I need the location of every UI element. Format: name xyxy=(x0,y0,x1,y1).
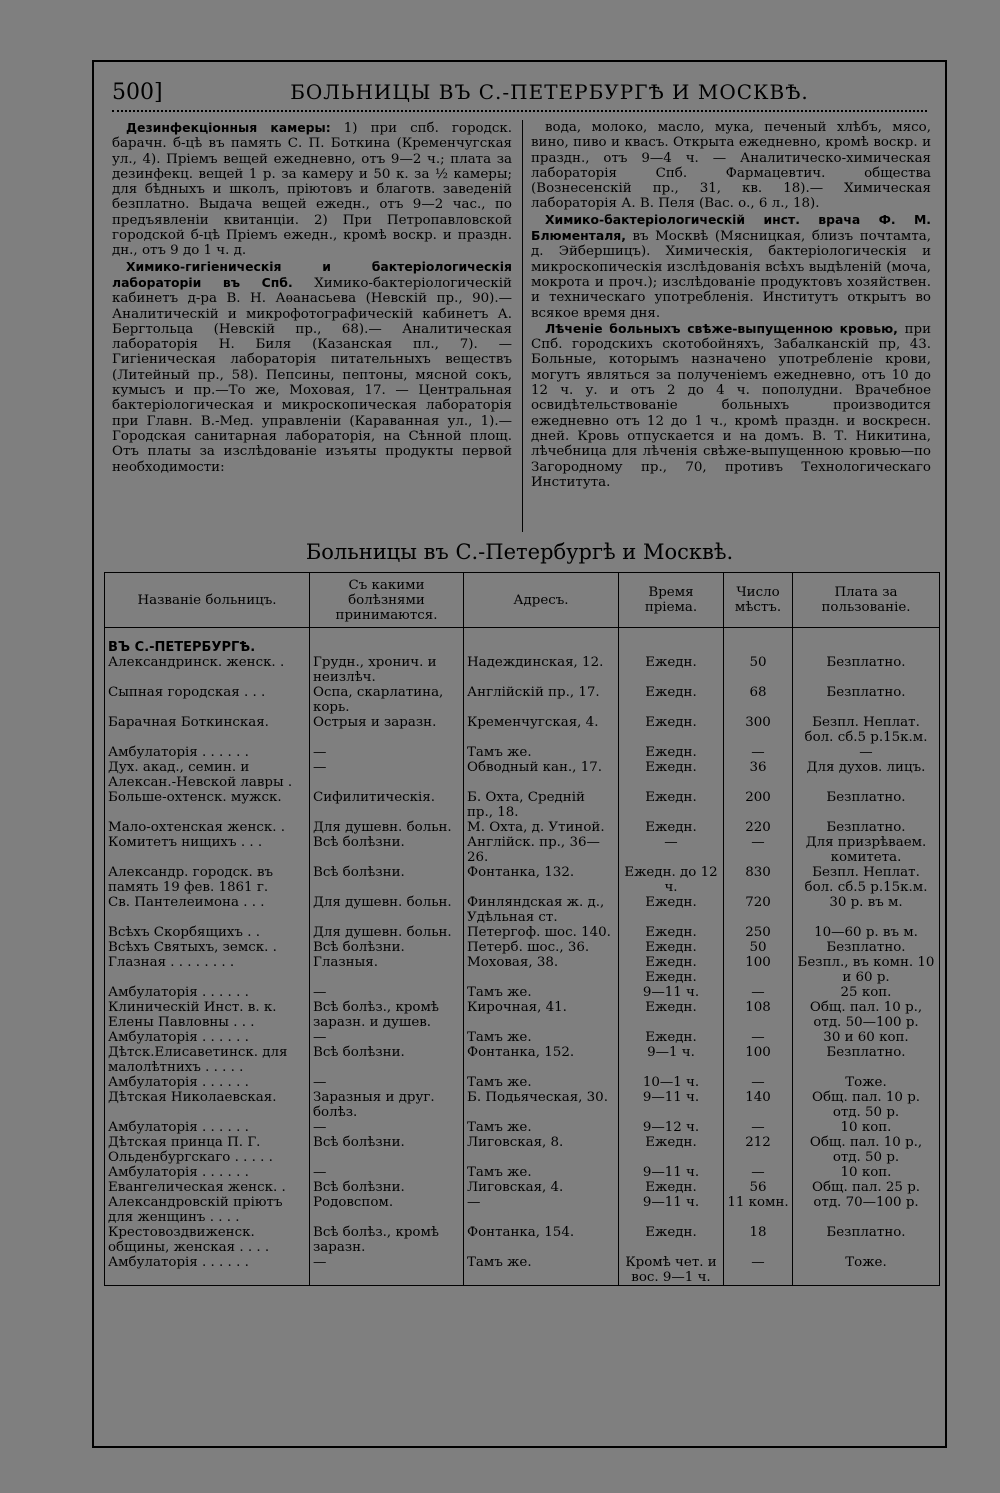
fee-cell: Общ. пал. 10 р., отд. 50—100 р. xyxy=(793,1000,940,1030)
address-cell: Тамъ же. xyxy=(464,1165,619,1180)
paragraph xyxy=(112,120,512,259)
address-cell: Фонтанка, 152. xyxy=(464,1045,619,1075)
places-cell: 200 xyxy=(724,790,793,820)
paragraph-text: Химико-бактеріологическій кабинетъ д-ра В. Н. Аѳанасьева (Невскій пр., 90).— Аналитическій и микрофотографическій кабинетъ А. Бергтольца (Невскій пр., 68).— Аналитическая лабораторія Н. Биля (Казанская пл., 7). — Гигіеническая лабораторія питательныхъ веществъ (Литейный пр., 58). Пепсины, пептоны, мясной сокъ, кумысъ и пр.—То же, Моховая, 17. — Центральная бактеріологическая и микроскопическая лабораторія при Главн. В.-Мед. управленіи (Караванная ул., 1).—Городская санитарная лабораторія, на Сѣнной площ. Отъ платы за изслѣдованіе изъяты продукты первой необходимости: xyxy=(112,275,512,475)
reception-time-cell: — xyxy=(619,835,724,865)
reception-time-cell: Ежедн. xyxy=(619,940,724,955)
reception-time-cell: Ежедн. xyxy=(619,925,724,940)
table-row xyxy=(105,1225,940,1255)
fee-cell: Общ. пал. 10 р. отд. 50 р. xyxy=(793,1090,940,1120)
table-row xyxy=(105,1075,940,1090)
address-cell: Англійскій пр., 17. xyxy=(464,685,619,715)
running-title: БОЛЬНИЦЫ ВЪ С.-ПЕТЕРБУРГѢ И МОСКВѢ. xyxy=(290,80,809,104)
fee-cell: 30 и 60 коп. xyxy=(793,1030,940,1045)
paragraph-heading: Лѣченіе больныхъ свѣже-выпущенною кровью, xyxy=(545,320,898,336)
section-row xyxy=(105,628,940,656)
table-title: Больницы въ С.-Петербургѣ и Москвѣ. xyxy=(305,540,734,564)
reception-time-cell: Ежедн. xyxy=(619,820,724,835)
diseases-cell: Острыя и заразн. xyxy=(310,715,464,745)
places-cell: 11 комн. xyxy=(724,1195,793,1225)
hospital-name-cell: Амбулаторія . . . . . . xyxy=(105,985,310,1000)
hospital-name-cell: Комитетъ нищихъ . . . xyxy=(105,835,310,865)
header-address: Адресъ. xyxy=(464,573,619,628)
fee-cell: отд. 70—100 р. xyxy=(793,1195,940,1225)
reception-time-cell: Ежедн. xyxy=(619,1000,724,1030)
hospital-name-cell: Всѣхъ Святыхъ, земск. . xyxy=(105,940,310,955)
table-row xyxy=(105,940,940,955)
address-cell: Тамъ же. xyxy=(464,985,619,1000)
hospital-name-cell: Сыпная городская . . . xyxy=(105,685,310,715)
address-cell: Моховая, 38. xyxy=(464,955,619,985)
header-fee: Плата за пользованіе. xyxy=(793,573,940,628)
hospital-name-cell: Дѣтская Николаевская. xyxy=(105,1090,310,1120)
hospital-name-cell: Александровскій пріютъ для женщинъ . . . . xyxy=(105,1195,310,1225)
hospital-name-cell: Глазная . . . . . . . . xyxy=(105,955,310,985)
reception-time-cell: Ежедн. до 12 ч. xyxy=(619,865,724,895)
fee-cell: Безпл., въ комн. 10 и 60 р. xyxy=(793,955,940,985)
reception-time-cell: Ежедн. Ежедн. xyxy=(619,955,724,985)
fee-cell: Безплатно. xyxy=(793,685,940,715)
hospitals-table xyxy=(104,572,940,1286)
diseases-cell: — xyxy=(310,1030,464,1045)
fee-cell: Тоже. xyxy=(793,1075,940,1090)
fee-cell: Безплатно. xyxy=(793,1225,940,1255)
address-cell: Фонтанка, 132. xyxy=(464,865,619,895)
diseases-cell: Всѣ болѣз., кромѣ заразн. и душев. xyxy=(310,1000,464,1030)
page-header xyxy=(112,72,927,112)
diseases-cell: — xyxy=(310,1075,464,1090)
address-cell: Б. Охта, Средній пр., 18. xyxy=(464,790,619,820)
hospital-name-cell: Амбулаторія . . . . . . xyxy=(105,1255,310,1286)
paragraph xyxy=(112,259,512,475)
fee-cell: 10 коп. xyxy=(793,1120,940,1135)
fee-cell: 10—60 р. въ м. xyxy=(793,925,940,940)
address-cell: Обводный кан., 17. xyxy=(464,760,619,790)
table-row xyxy=(105,865,940,895)
address-cell: Тамъ же. xyxy=(464,745,619,760)
hospital-name-cell: Дѣтская принца П. Г. Ольденбургскаго . . . . . xyxy=(105,1135,310,1165)
left-text-column xyxy=(112,120,512,475)
address-cell: Кременчугская, 4. xyxy=(464,715,619,745)
reception-time-cell: Ежедн. xyxy=(619,895,724,925)
fee-cell: Общ. пал. 25 р. xyxy=(793,1180,940,1195)
places-cell: 140 xyxy=(724,1090,793,1120)
fee-cell: Безплатно. xyxy=(793,790,940,820)
hospital-name-cell: Александринск. женск. . xyxy=(105,655,310,685)
places-cell: 68 xyxy=(724,685,793,715)
fee-cell: 25 коп. xyxy=(793,985,940,1000)
places-cell: 36 xyxy=(724,760,793,790)
reception-time-cell: Ежедн. xyxy=(619,1180,724,1195)
diseases-cell: Оспа, скарлатина, корь. xyxy=(310,685,464,715)
places-cell: — xyxy=(724,1075,793,1090)
hospital-name-cell: Мало-охтенская женск. . xyxy=(105,820,310,835)
table-row xyxy=(105,820,940,835)
paragraph-heading: Дезинфекціонныя камеры: xyxy=(126,120,331,135)
paragraph-text: въ Москвѣ (Мясницкая, близъ почтамта, д. Эйбершицъ). Химическія, бактеріологическія и микроскопическія изслѣдованія всѣхъ выдѣленій (моча, мокрота и проч.); изслѣдованіе продуктовъ хозяйствен. и техническаго употребленія. Институтъ открытъ во всякое время дня. xyxy=(531,229,931,321)
reception-time-cell: 9—1 ч. xyxy=(619,1045,724,1075)
hospital-name-cell: Дѣтск.Елисаветинск. для малолѣтнихъ . . . . . xyxy=(105,1045,310,1075)
places-cell: 250 xyxy=(724,925,793,940)
reception-time-cell: Ежедн. xyxy=(619,1225,724,1255)
places-cell: 220 xyxy=(724,820,793,835)
places-cell: 50 xyxy=(724,940,793,955)
places-cell: 100 xyxy=(724,955,793,985)
fee-cell: Общ. пал. 10 р., отд. 50 р. xyxy=(793,1135,940,1165)
reception-time-cell: Ежедн. xyxy=(619,685,724,715)
address-cell: Б. Подьяческая, 30. xyxy=(464,1090,619,1120)
paragraph-text: при Спб. городскихъ скотобойняхъ, Забалканскій пр, 43. Больные, которымъ назначено употребленіе крови, могутъ являться за полученіемъ ежедневно, отъ 10 до 12 ч. у. и отъ 2 до 4 ч. пополудни. Врачебное освидѣтельствованіе больныхъ производится ежедневно отъ 12 до 1 ч., кромѣ праздн. и воскресн. дней. Кровь отпускается и на домъ. В. Т. Никитина, лѣчебница для лѣченія свѣже-выпущенною кровью—по Загородному пр., 70, противъ Технологическаго Института. xyxy=(531,321,931,490)
hospital-name-cell: Всѣхъ Скорбящихъ . . xyxy=(105,925,310,940)
header-name: Названіе больницъ. xyxy=(105,573,310,628)
places-cell: — xyxy=(724,1255,793,1286)
table-row xyxy=(105,715,940,745)
hospital-name-cell: Дух. акад., семин. и Алексан.-Невской лавры . xyxy=(105,760,310,790)
places-cell: — xyxy=(724,745,793,760)
paragraph-heading: Химико-гигіеническія и бактеріологическія лабораторіи въ Спб. xyxy=(112,258,512,290)
hospital-name-cell: Св. Пантелеимона . . . xyxy=(105,895,310,925)
hospital-name-cell: Амбулаторія . . . . . . xyxy=(105,745,310,760)
hospital-name-cell: Амбулаторія . . . . . . xyxy=(105,1075,310,1090)
reception-time-cell: Ежедн. xyxy=(619,1030,724,1045)
address-cell: Петерб. шос., 36. xyxy=(464,940,619,955)
reception-time-cell: Кромѣ чет. и вос. 9—1 ч. xyxy=(619,1255,724,1286)
header-places: Число мѣстъ. xyxy=(724,573,793,628)
reception-time-cell: 9—11 ч. xyxy=(619,1165,724,1180)
fee-cell: Тоже. xyxy=(793,1255,940,1286)
diseases-cell: — xyxy=(310,1255,464,1286)
paragraph-heading: Химико-бактеріологическій инст. врача Ф. М. Блюменталя, xyxy=(531,211,931,244)
address-cell: М. Охта, д. Утиной. xyxy=(464,820,619,835)
diseases-cell: — xyxy=(310,985,464,1000)
table-row xyxy=(105,1195,940,1225)
address-cell: — xyxy=(464,1195,619,1225)
fee-cell: Безпл. Неплат. бол. сб.5 р.15к.м. xyxy=(793,865,940,895)
address-cell: Тамъ же. xyxy=(464,1255,619,1286)
paragraph xyxy=(531,321,931,490)
book-page xyxy=(92,60,947,1448)
places-cell: — xyxy=(724,835,793,865)
reception-time-cell: 10—1 ч. xyxy=(619,1075,724,1090)
table-row xyxy=(105,985,940,1000)
diseases-cell: Для душевн. больн. xyxy=(310,925,464,940)
address-cell: Кирочная, 41. xyxy=(464,1000,619,1030)
reception-time-cell: Ежедн. xyxy=(619,1135,724,1165)
address-cell: Тамъ же. xyxy=(464,1075,619,1090)
places-cell: — xyxy=(724,985,793,1000)
fee-cell: Безпл. Неплат. бол. сб.5 р.15к.м. xyxy=(793,715,940,745)
page-number: 500] xyxy=(112,80,163,105)
diseases-cell: — xyxy=(310,745,464,760)
places-cell: 50 xyxy=(724,655,793,685)
header-diseases: Съ какими болѣзнями принимаются. xyxy=(310,573,464,628)
diseases-cell: Родовспом. xyxy=(310,1195,464,1225)
hospital-name-cell: Клиническій Инст. в. к. Елены Павловны . . . xyxy=(105,1000,310,1030)
table-row xyxy=(105,1000,940,1030)
fee-cell: 30 р. въ м. xyxy=(793,895,940,925)
right-text-column xyxy=(531,120,931,490)
places-cell: 18 xyxy=(724,1225,793,1255)
fee-cell: Безплатно. xyxy=(793,940,940,955)
paragraph xyxy=(531,212,931,321)
table-row xyxy=(105,955,940,985)
diseases-cell: Глазныя. xyxy=(310,955,464,985)
address-cell: Фонтанка, 154. xyxy=(464,1225,619,1255)
diseases-cell: Всѣ болѣзни. xyxy=(310,1045,464,1075)
reception-time-cell: Ежедн. xyxy=(619,760,724,790)
hospital-name-cell: Амбулаторія . . . . . . xyxy=(105,1120,310,1135)
places-cell: 56 xyxy=(724,1180,793,1195)
address-cell: Лиговская, 4. xyxy=(464,1180,619,1195)
places-cell: — xyxy=(724,1120,793,1135)
diseases-cell: Грудн., хронич. и неизлѣч. xyxy=(310,655,464,685)
table-row xyxy=(105,1090,940,1120)
diseases-cell: Всѣ болѣзни. xyxy=(310,1135,464,1165)
hospital-name-cell: Больше-охтенск. мужск. xyxy=(105,790,310,820)
header-time: Время пріема. xyxy=(619,573,724,628)
places-cell: 830 xyxy=(724,865,793,895)
places-cell: — xyxy=(724,1030,793,1045)
fee-cell: Безплатно. xyxy=(793,1045,940,1075)
address-cell: Тамъ же. xyxy=(464,1030,619,1045)
hospital-name-cell: Крестовоздвиженск. общины, женская . . . . xyxy=(105,1225,310,1255)
reception-time-cell: Ежедн. xyxy=(619,790,724,820)
reception-time-cell: Ежедн. xyxy=(619,715,724,745)
places-cell: 720 xyxy=(724,895,793,925)
section-title: ВЪ С.-ПЕТЕРБУРГѢ. xyxy=(105,628,310,656)
reception-time-cell: 9—11 ч. xyxy=(619,985,724,1000)
diseases-cell: Для душевн. больн. xyxy=(310,820,464,835)
table-row xyxy=(105,655,940,685)
diseases-cell: Сифилитическія. xyxy=(310,790,464,820)
paragraph-text: 1) при спб. городск. барачн. б-цѣ въ память С. П. Боткина (Кременчугская ул., 4). Пріемъ вещей ежедневно, отъ 9—2 ч.; плата за дезинфекц. вещей 1 р. за камеру и 50 к. за ½ камеры; для бѣдныхъ и школъ, пріютовъ и благотв. заведеній безплатно. Выдача вещей ежедн., отъ 9—2 час., по предъявленіи квитанціи. 2) При Петропавловской городской б-цѣ Пріемъ ежедн., кромѣ воскр. и праздн. дн., отъ 9 до 1 ч. д. xyxy=(112,121,512,259)
places-cell: 300 xyxy=(724,715,793,745)
table-row xyxy=(105,1045,940,1075)
reception-time-cell: 9—12 ч. xyxy=(619,1120,724,1135)
fee-cell: Безплатно. xyxy=(793,820,940,835)
fee-cell: Безплатно. xyxy=(793,655,940,685)
header-rule xyxy=(112,110,927,118)
hospital-name-cell: Амбулаторія . . . . . . xyxy=(105,1030,310,1045)
column-divider xyxy=(522,120,523,532)
address-cell: Петергоф. шос. 140. xyxy=(464,925,619,940)
diseases-cell: Всѣ болѣзни. xyxy=(310,940,464,955)
paragraph xyxy=(531,120,931,212)
diseases-cell: Всѣ болѣзни. xyxy=(310,835,464,865)
table-row xyxy=(105,1135,940,1165)
hospital-name-cell: Амбулаторія . . . . . . xyxy=(105,1165,310,1180)
table-row xyxy=(105,760,940,790)
table-row xyxy=(105,1120,940,1135)
diseases-cell: — xyxy=(310,760,464,790)
table-row xyxy=(105,835,940,865)
table-row xyxy=(105,745,940,760)
places-cell: 108 xyxy=(724,1000,793,1030)
diseases-cell: Всѣ болѣз., кромѣ заразн. xyxy=(310,1225,464,1255)
address-cell: Лиговская, 8. xyxy=(464,1135,619,1165)
table-header-row xyxy=(105,573,940,628)
table-row xyxy=(105,790,940,820)
table-row xyxy=(105,1030,940,1045)
reception-time-cell: 9—11 ч. xyxy=(619,1090,724,1120)
reception-time-cell: 9—11 ч. xyxy=(619,1195,724,1225)
fee-cell: Для призрѣваем. комитета. xyxy=(793,835,940,865)
places-cell: 212 xyxy=(724,1135,793,1165)
table-row xyxy=(105,1180,940,1195)
places-cell: — xyxy=(724,1165,793,1180)
table-row xyxy=(105,895,940,925)
fee-cell: 10 коп. xyxy=(793,1165,940,1180)
diseases-cell: Всѣ болѣзни. xyxy=(310,865,464,895)
diseases-cell: Всѣ болѣзни. xyxy=(310,1180,464,1195)
address-cell: Финляндская ж. д., Удѣльная ст. xyxy=(464,895,619,925)
table-row xyxy=(105,925,940,940)
paragraph-text: вода, молоко, масло, мука, печеный хлѣбъ, мясо, вино, пиво и квасъ. Открыта ежедневно, кромѣ воскр. и праздн., отъ 9—4 ч. — Аналитическо-химическая лабораторія Спб. Фармацевтич. общества (Вознесенскій пр., 31, кв. 18).— Химическая лабораторія А. В. Пеля (Вас. о., 6 л., 18). xyxy=(531,120,931,212)
address-cell: Англійск. пр., 36—26. xyxy=(464,835,619,865)
hospital-name-cell: Евангелическая женск. . xyxy=(105,1180,310,1195)
fee-cell: — xyxy=(793,745,940,760)
diseases-cell: — xyxy=(310,1120,464,1135)
diseases-cell: Для душевн. больн. xyxy=(310,895,464,925)
reception-time-cell: Ежедн. xyxy=(619,745,724,760)
address-cell: Надеждинская, 12. xyxy=(464,655,619,685)
hospital-name-cell: Барачная Боткинская. xyxy=(105,715,310,745)
fee-cell: Для духов. лицъ. xyxy=(793,760,940,790)
reception-time-cell: Ежедн. xyxy=(619,655,724,685)
table-row xyxy=(105,685,940,715)
diseases-cell: Заразныя и друг. болѣз. xyxy=(310,1090,464,1120)
table-row xyxy=(105,1165,940,1180)
hospital-name-cell: Александр. городск. въ память 19 фев. 1861 г. xyxy=(105,865,310,895)
diseases-cell: — xyxy=(310,1165,464,1180)
table-row xyxy=(105,1255,940,1286)
address-cell: Тамъ же. xyxy=(464,1120,619,1135)
places-cell: 100 xyxy=(724,1045,793,1075)
